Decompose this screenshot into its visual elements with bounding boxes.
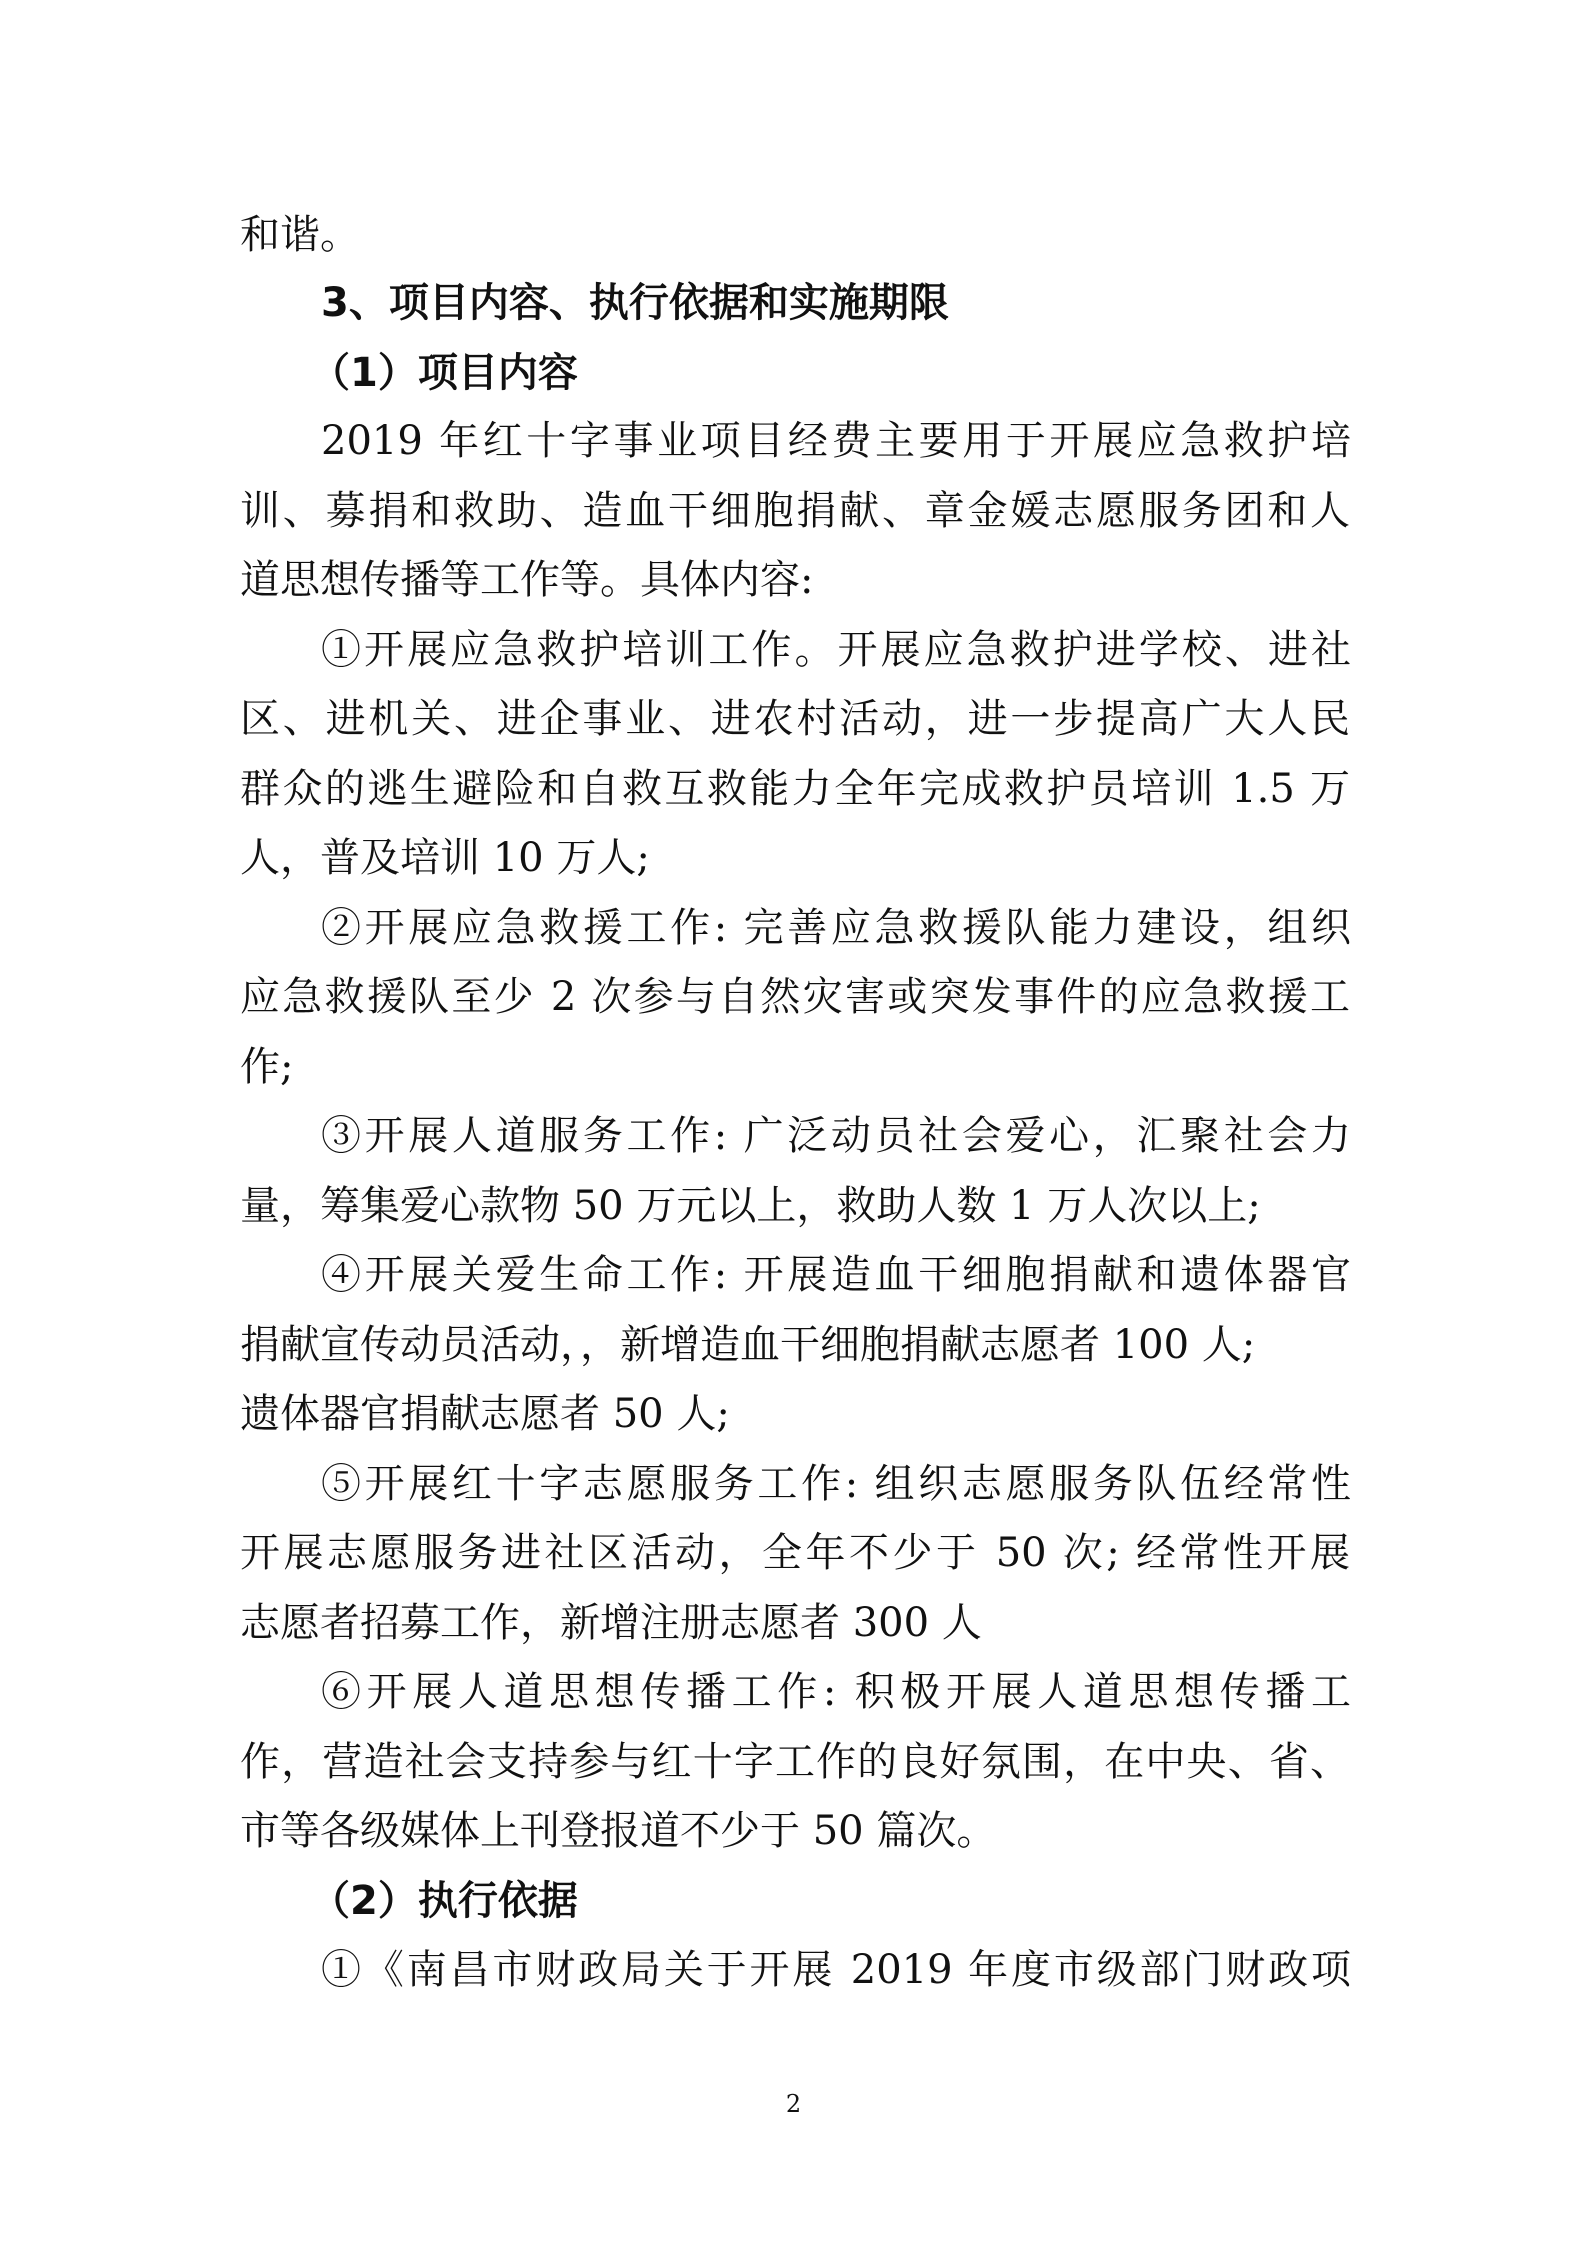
list-item-line: ②开展应急救援工作: 完善应急救援队能力建设，组织 [321,905,1351,951]
paragraph-line: 遗体器官捐献志愿者 50 人; [240,1391,730,1437]
paragraph-line: 市等各级媒体上刊登报道不少于 50 篇次。 [240,1808,997,1854]
list-item-line: ⑥开展人道思想传播工作: 积极开展人道思想传播工 [321,1669,1351,1715]
subsection-heading: （2）执行依据 [310,1878,578,1924]
paragraph-line: 作，营造社会支持参与红十字工作的良好氛围，在中央、省、 [240,1739,1350,1785]
list-item-line: ①《南昌市财政局关于开展 2019 年度市级部门财政项 [321,1947,1351,1993]
list-item-line: ①开展应急救护培训工作。开展应急救护进学校、进社 [321,627,1351,673]
paragraph-line: 区、进机关、进企事业、进农村活动，进一步提高广大人民 [240,696,1350,742]
paragraph-line: 和谐。 [240,212,360,258]
page-number: 2 [785,2090,802,2118]
paragraph-line: 志愿者招募工作，新增注册志愿者 300 人 [240,1600,982,1646]
paragraph-line: 群众的逃生避险和自救互救能力全年完成救护员培训 1.5 万 [240,766,1350,812]
list-item-line: ④开展关爱生命工作: 开展造血干细胞捐献和遗体器官 [321,1252,1351,1298]
list-item-line: ⑤开展红十字志愿服务工作: 组织志愿服务队伍经常性 [321,1461,1351,1507]
paragraph-line: 训、募捐和救助、造血干细胞捐献、章金媛志愿服务团和人 [240,488,1350,534]
paragraph-line: 捐献宣传动员活动，，新增造血干细胞捐献志愿者 100 人; [240,1322,1256,1368]
paragraph-line: 应急救援队至少 2 次参与自然灾害或突发事件的应急救援工 [240,974,1350,1020]
paragraph-line: 开展志愿服务进社区活动，全年不少于 50 次; 经常性开展 [240,1530,1350,1576]
list-item-line: ③开展人道服务工作: 广泛动员社会爱心，汇聚社会力 [321,1113,1351,1159]
paragraph-line: 2019 年红十字事业项目经费主要用于开展应急救护培 [321,418,1351,464]
paragraph-line: 量，筹集爱心款物 50 万元以上，救助人数 1 万人次以上; [240,1183,1261,1229]
section-heading: 3、项目内容、执行依据和实施期限 [321,280,949,326]
subsection-heading: （1）项目内容 [310,350,578,396]
paragraph-line: 人，普及培训 10 万人; [240,835,650,881]
paragraph-line: 作; [240,1044,294,1090]
paragraph-line: 道思想传播等工作等。具体内容: [240,557,814,603]
